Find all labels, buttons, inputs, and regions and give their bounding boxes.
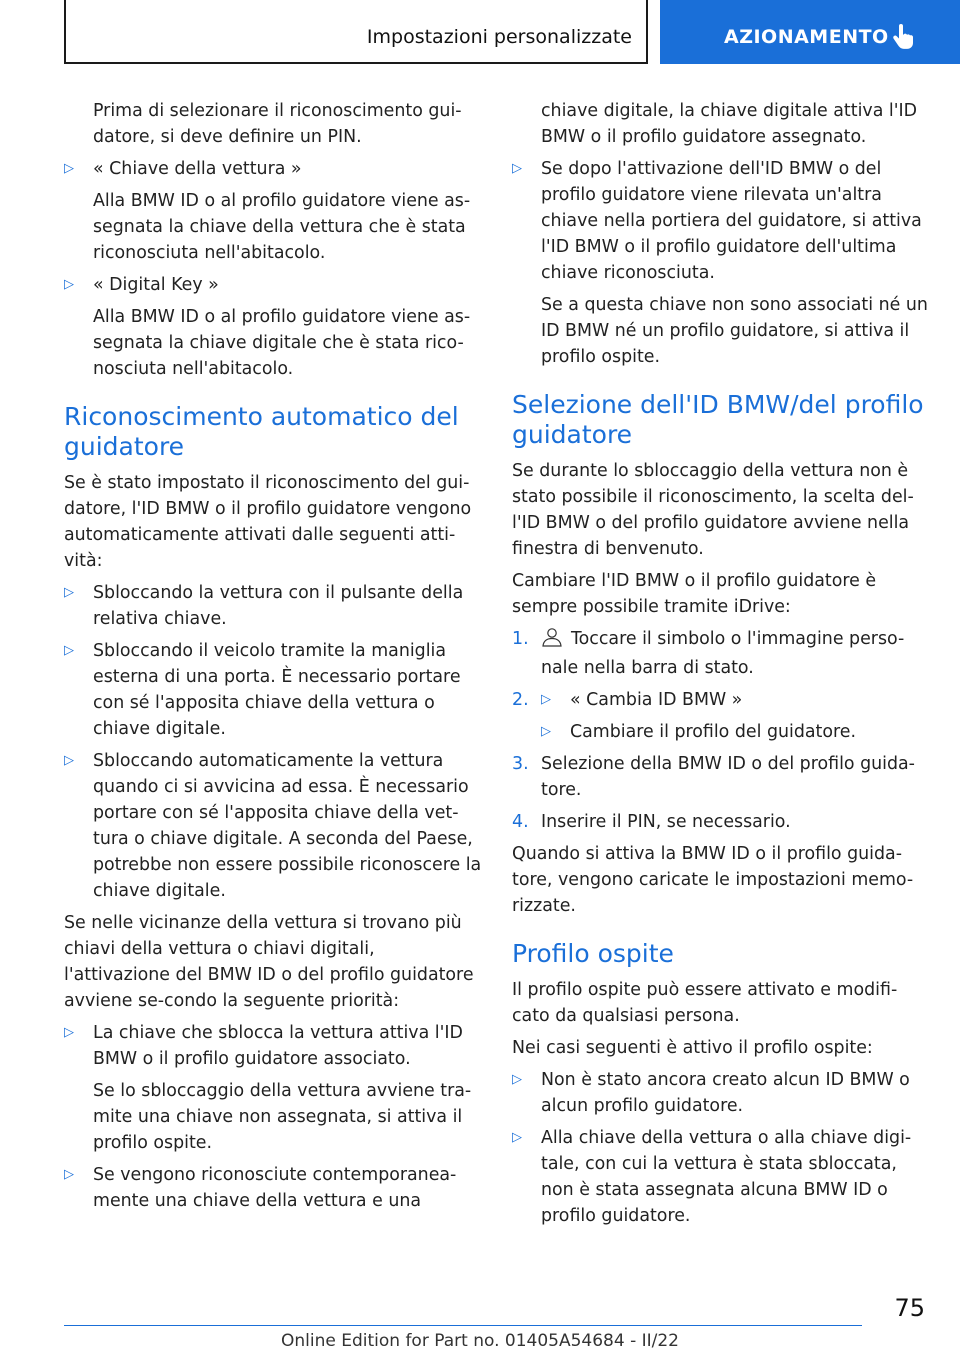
bullet-title: « Chiave della vettura » [93, 159, 302, 179]
list-item [64, 580, 484, 632]
sub-list-item [541, 719, 932, 745]
list-item [64, 748, 484, 904]
bullet-text: La chiave che sblocca la vettura attiva l'ID BMW o il profilo guidatore associato. [93, 1023, 463, 1069]
bullet-text: Alla BMW ID o al profilo guidatore viene as-segnata la chiave digitale che è stata rico-nosciuta nell'abitacolo. [93, 307, 471, 379]
list-item [512, 1125, 932, 1229]
person-icon [541, 627, 563, 655]
section-heading-guest-profile: Profilo ospite [512, 939, 674, 968]
triangle-bullet-icon: ▷ [64, 277, 74, 292]
header-section-title: Impostazioni personalizzate [366, 26, 632, 48]
bullet-text: Alla chiave della vettura o alla chiave digi-tale, con cui la vettura è stata sbloccata, non è stata assegnata alcuna BMW ID o profilo guidatore. [541, 1128, 912, 1226]
intro-paragraph: Prima di selezionare il riconoscimento gui-datore, si deve definire un PIN. [93, 101, 462, 147]
paragraph: Nei casi seguenti è attivo il profilo ospite: [512, 1038, 873, 1058]
triangle-bullet-icon: ▷ [64, 1025, 74, 1040]
list-item [64, 638, 484, 742]
step-number: 1. [512, 629, 529, 649]
page-number: 75 [894, 1294, 925, 1322]
step-text: Inserire il PIN, se necessario. [541, 812, 791, 832]
step-text: Toccare il simbolo o l'immagine perso-nale nella barra di stato. [541, 629, 905, 678]
step-text: Selezione della BMW ID o del profilo guida-tore. [541, 754, 915, 800]
bullet-text: Sbloccando automaticamente la vettura quando ci si avvicina ad essa. È necessario portare con sé l'apposita chiave della vet-tura o chiave digitale. A seconda del Paese, potrebbe non essere possibile riconoscere la chiave digitale. [93, 751, 482, 901]
sub-item-text: « Cambia ID BMW » [570, 690, 743, 710]
continued-paragraph: chiave digitale, la chiave digitale attiva l'ID BMW o il profilo guidatore assegnato. [541, 101, 918, 147]
triangle-bullet-icon: ▷ [512, 1130, 522, 1145]
numbered-step [512, 751, 932, 803]
header-chapter-title: AZIONAMENTO [724, 26, 889, 48]
triangle-bullet-icon: ▷ [64, 753, 74, 768]
hand-pointer-icon [892, 24, 914, 50]
bullet-note: Se a questa chiave non sono associati né un ID BMW né un profilo guidatore, si attiva il profilo ospite. [541, 295, 928, 367]
list-item [64, 272, 484, 382]
right-column [512, 98, 932, 1235]
sub-item-text: Cambiare il profilo del guidatore. [570, 722, 856, 742]
section-heading-auto-recognition: Riconoscimento automatico del guidatore [64, 402, 459, 461]
bullet-title: « Digital Key » [93, 275, 219, 295]
header-chapter-tab [660, 0, 960, 64]
bullet-note: Se lo sbloccaggio della vettura avviene tra-mite una chiave non assegnata, si attiva il profilo ospite. [93, 1081, 472, 1153]
numbered-step [512, 626, 932, 681]
triangle-bullet-icon: ▷ [64, 1167, 74, 1182]
list-item [64, 156, 484, 266]
bullet-text: Sbloccando la vettura con il pulsante della relativa chiave. [93, 583, 464, 629]
list-item [512, 156, 932, 370]
triangle-bullet-icon: ▷ [64, 161, 74, 176]
paragraph: Quando si attiva la BMW ID o il profilo guida-tore, vengono caricate le impostazioni memo-rizzate. [512, 844, 914, 916]
list-item [64, 1162, 484, 1214]
step-number: 4. [512, 812, 529, 832]
sub-list-item [541, 687, 932, 713]
list-item [512, 1067, 932, 1119]
bullet-text: Non è stato ancora creato alcun ID BMW o alcun profilo guidatore. [541, 1070, 910, 1116]
triangle-bullet-icon: ▷ [512, 161, 522, 176]
bullet-text: Se vengono riconosciute contemporanea-mente una chiave della vettura e una [93, 1165, 457, 1211]
bullet-text: Se dopo l'attivazione dell'ID BMW o del profilo guidatore viene rilevata un'altra chiave nella portiera del guidatore, si attiva l'ID BMW o il profilo guidatore dell'ultima chiave riconosciuta. [541, 159, 922, 283]
step-number: 3. [512, 754, 529, 774]
triangle-bullet-icon: ▷ [64, 643, 74, 658]
triangle-bullet-icon: ▷ [541, 724, 551, 739]
paragraph: Cambiare l'ID BMW o il profilo guidatore è sempre possibile tramite iDrive: [512, 571, 877, 617]
paragraph: Se durante lo sbloccaggio della vettura non è stato possibile il riconoscimento, la scelta del-l'ID BMW o del profilo guidatore avviene nella finestra di benvenuto. [512, 461, 914, 559]
triangle-bullet-icon: ▷ [541, 692, 551, 707]
numbered-step [512, 687, 932, 745]
footer-divider [64, 1325, 862, 1326]
footer-edition-text: Online Edition for Part no. 01405A54684 - II/22 [280, 1331, 679, 1351]
paragraph: Se è stato impostato il riconoscimento del gui-datore, l'ID BMW o il profilo guidatore vengono automaticamente attivati dalle seguenti atti-vità: [64, 473, 472, 571]
paragraph: Se nelle vicinanze della vettura si trovano più chiavi della vettura o chiavi digitali, l'attivazione del BMW ID o del profilo guidatore avviene se-condo la seguente priorità: [64, 913, 474, 1011]
bullet-text: Sbloccando il veicolo tramite la maniglia esterna di una porta. È necessario portare con sé l'apposita chiave della vettura o chiave digitale. [93, 641, 461, 739]
list-item [64, 1020, 484, 1156]
header-section-tab [64, 0, 648, 64]
numbered-step [512, 809, 932, 835]
section-heading-selection: Selezione dell'ID BMW/del profilo guidatore [512, 390, 924, 449]
left-column [64, 98, 484, 1220]
triangle-bullet-icon: ▷ [512, 1072, 522, 1087]
triangle-bullet-icon: ▷ [64, 585, 74, 600]
step-number: 2. [512, 690, 529, 710]
bullet-text: Alla BMW ID o al profilo guidatore viene as-segnata la chiave della vettura che è stata riconosciuta nell'abitacolo. [93, 191, 471, 263]
paragraph: Il profilo ospite può essere attivato e modifi-cato da qualsiasi persona. [512, 980, 898, 1026]
